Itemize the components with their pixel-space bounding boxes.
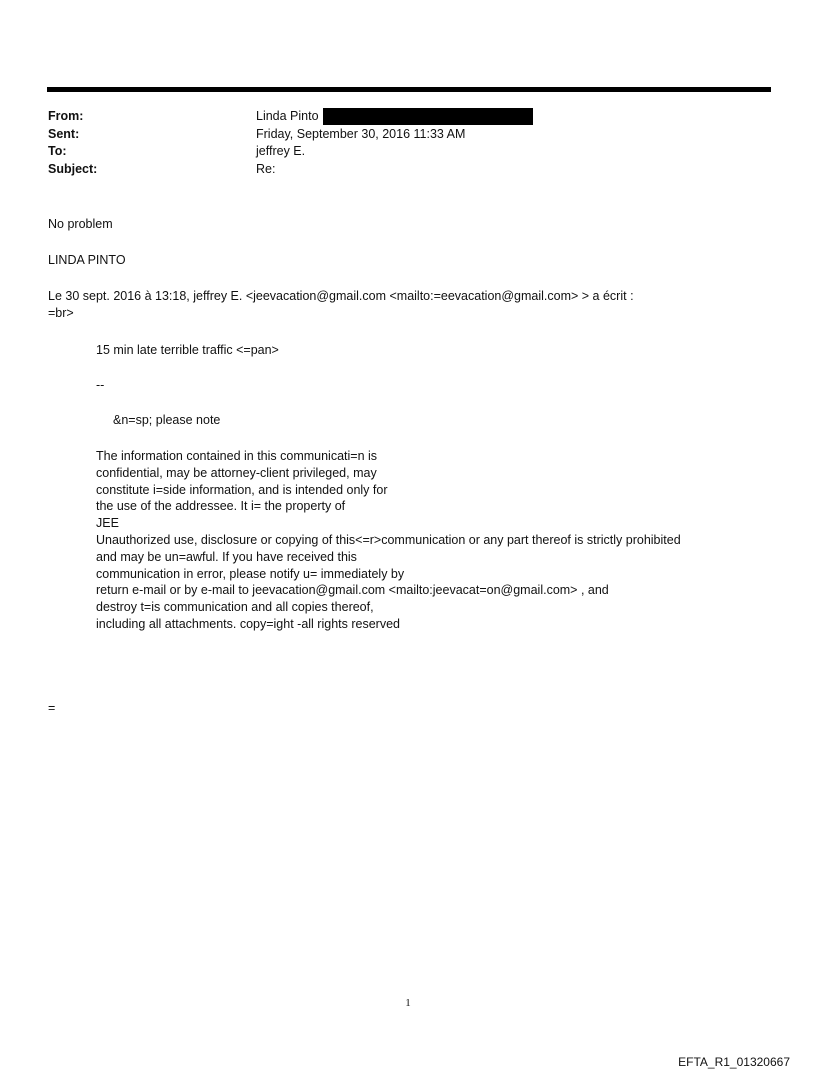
disclaimer-block xyxy=(96,448,776,633)
email-body xyxy=(48,216,768,322)
page-number: 1 xyxy=(405,997,411,1009)
disclaimer-line: destroy t=is communication and all copies thereof, xyxy=(96,600,374,615)
disclaimer-line: The information contained in this communicati=n is xyxy=(96,449,378,463)
please-note: &n=sp; please note xyxy=(113,413,221,427)
sent-label: Sent: xyxy=(48,126,80,141)
to-row xyxy=(48,143,748,161)
from-name: Linda Pinto xyxy=(256,109,319,123)
disclaimer-line: communication in error, please notify u= immediately by xyxy=(96,566,405,581)
trailing-equals: = xyxy=(48,701,56,715)
header-rule xyxy=(47,87,771,92)
disclaimer-line: the use of the addressee. It i= the property of xyxy=(96,499,346,514)
disclaimer-line: constitute i=side information, and is intended only for xyxy=(96,482,388,497)
email-header xyxy=(48,108,748,178)
signature: LINDA PINTO xyxy=(48,253,126,267)
quoted-message: 15 min late terrible traffic <=pan> xyxy=(96,343,279,357)
subject-label: Subject: xyxy=(48,161,98,176)
quote-intro-line-1: Le 30 sept. 2016 à 13:18, jeffrey E. <jeevacation@gmail.com <mailto:=eevacation@gmail.com> > a écrit : xyxy=(48,289,634,303)
from-value xyxy=(256,108,533,126)
disclaimer-line: Unauthorized use, disclosure or copying of this<=r>communication or any part thereof is strictly prohibited xyxy=(96,532,681,547)
reply-text: No problem xyxy=(48,217,113,231)
disclaimer-line: confidential, may be attorney-client privileged, may xyxy=(96,465,377,480)
sent-value: Friday, September 30, 2016 11:33 AM xyxy=(256,126,466,141)
to-label: To: xyxy=(48,144,67,158)
disclaimer-line: JEE xyxy=(96,516,119,531)
subject-row xyxy=(48,161,748,179)
redaction-box xyxy=(323,108,533,125)
quote-intro-line-2: =br> xyxy=(48,306,74,320)
signature-separator: -- xyxy=(96,378,105,392)
disclaimer-line: return e-mail or by e-mail to jeevacation@gmail.com <mailto:jeevacat=on@gmail.com> , and xyxy=(96,583,609,598)
from-label: From: xyxy=(48,109,84,123)
from-row xyxy=(48,108,748,126)
to-value: jeffrey E. xyxy=(256,144,306,158)
disclaimer-line: including all attachments. copy=ight -all rights reserved xyxy=(96,616,400,631)
disclaimer-line: and may be un=awful. If you have received this xyxy=(96,549,357,564)
subject-value: Re: xyxy=(256,161,276,176)
bates-number: EFTA_R1_01320667 xyxy=(678,1055,790,1069)
sent-row xyxy=(48,126,748,144)
